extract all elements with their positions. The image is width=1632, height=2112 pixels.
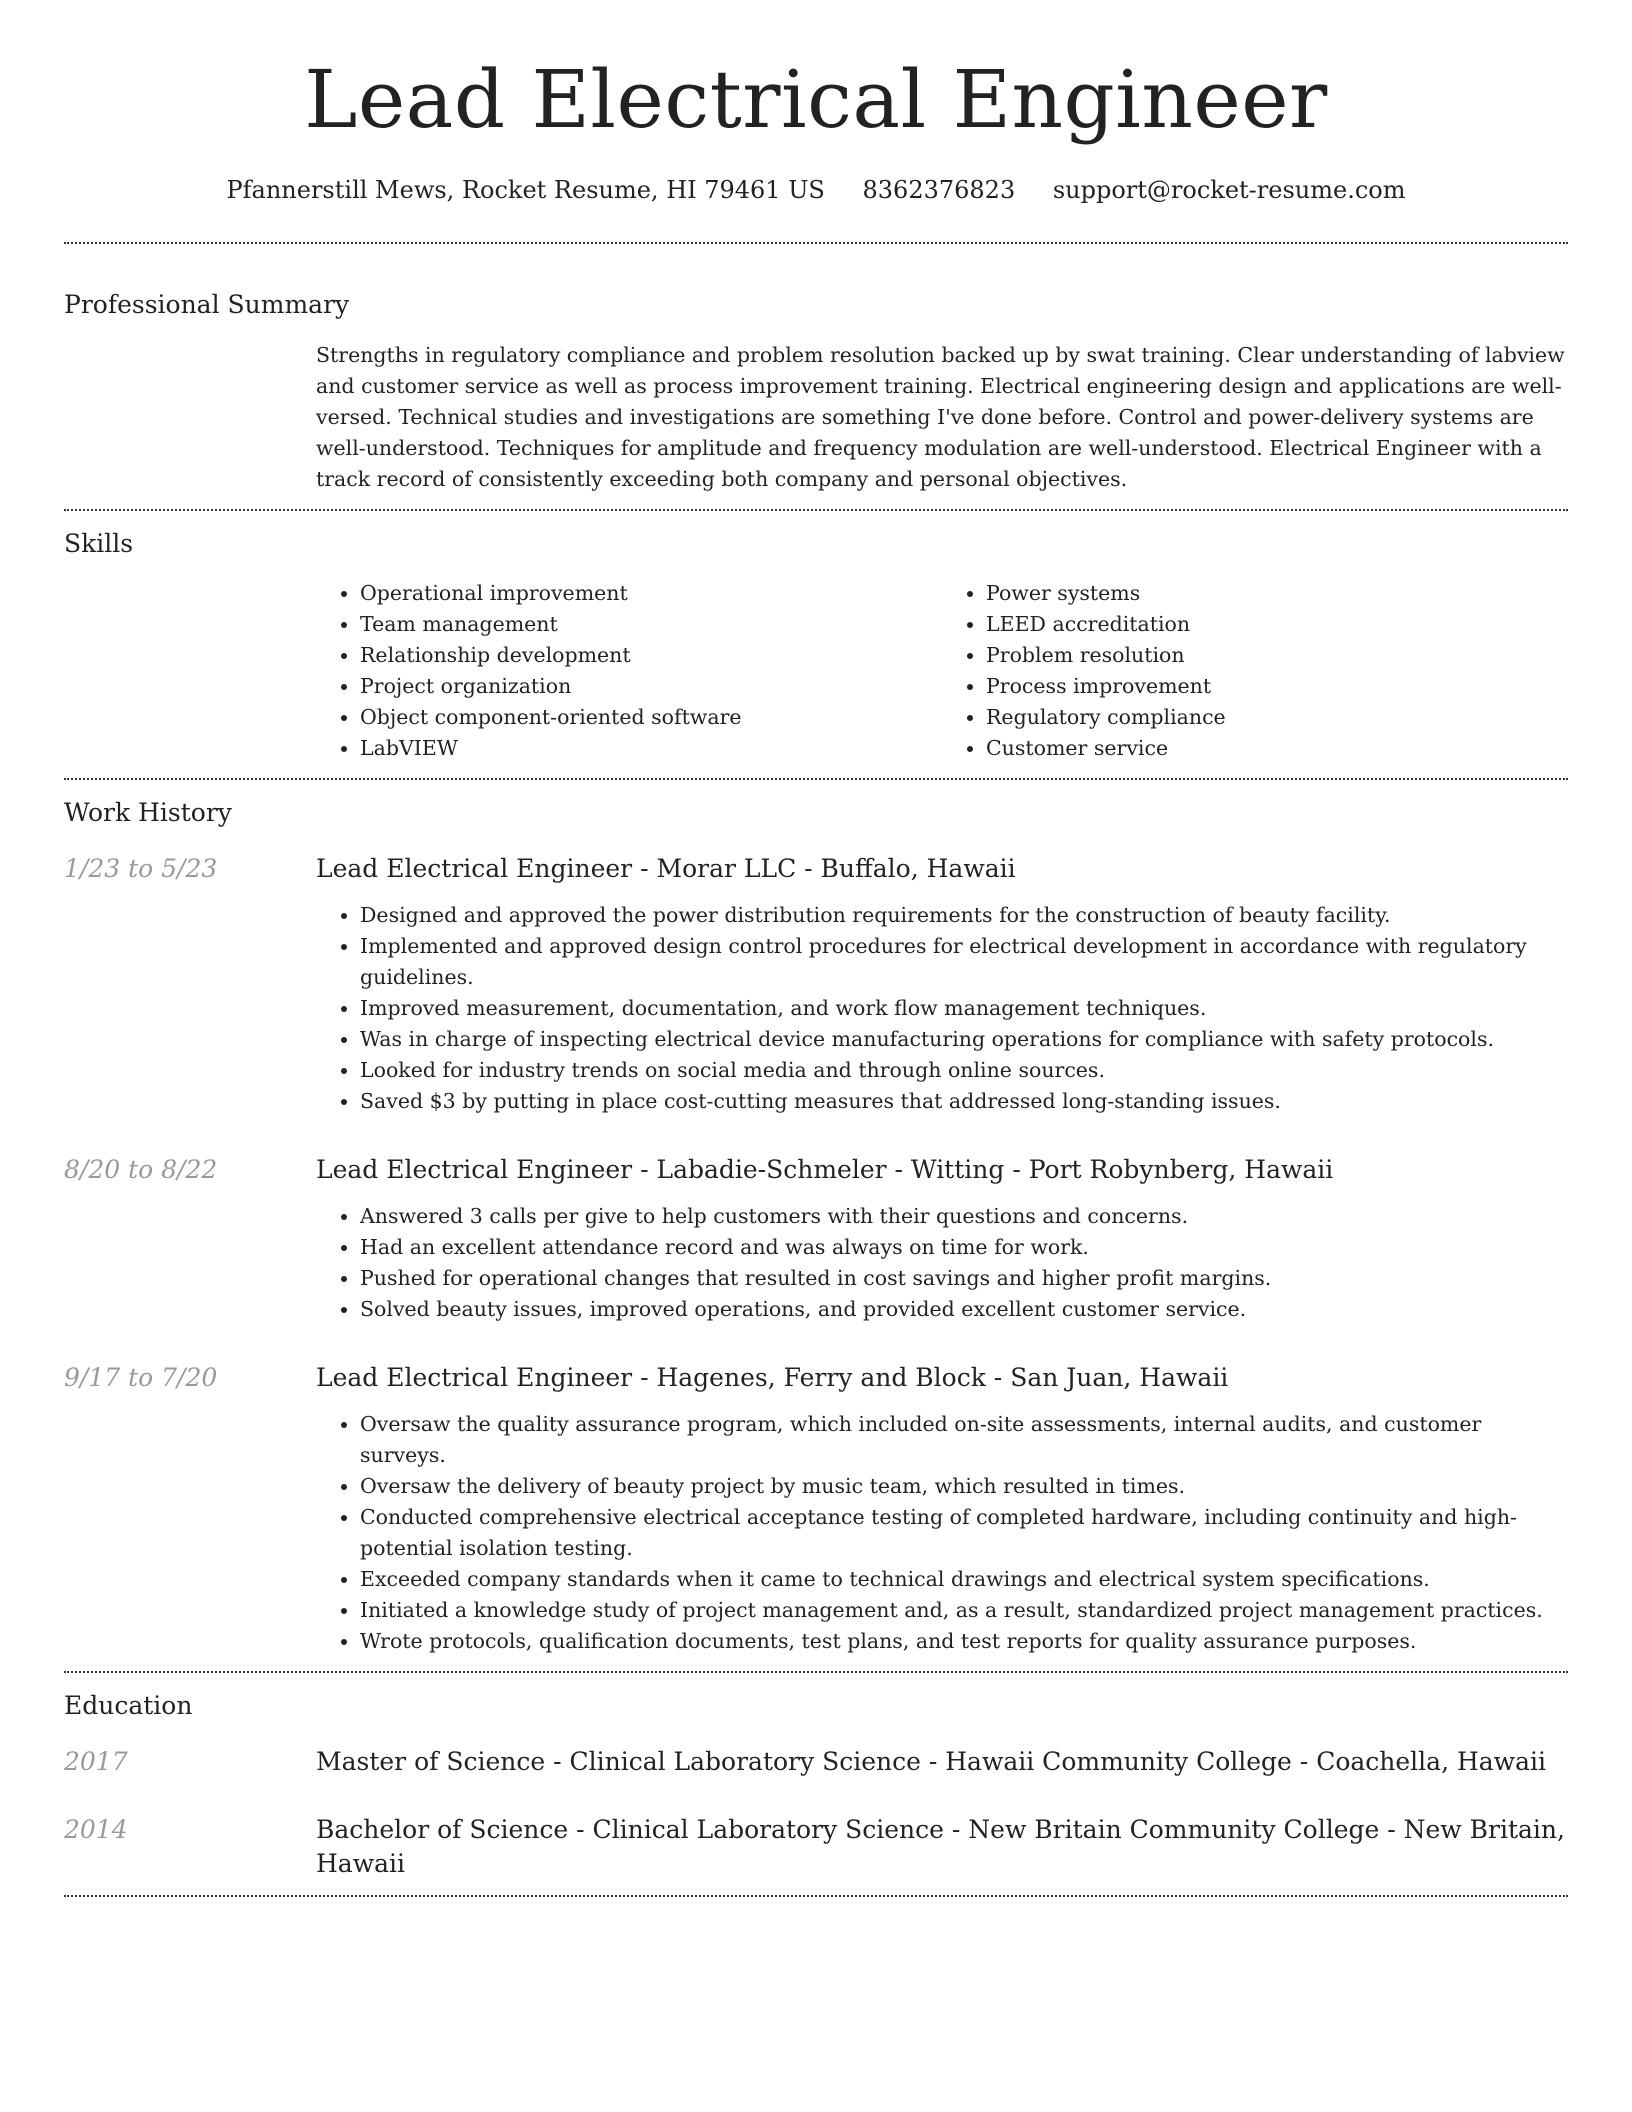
summary-section [64, 288, 1568, 495]
job-bullet: • Improved measurement, documentation, and work flow management techniques. [360, 993, 1568, 1024]
job-bullet: • Pushed for operational changes that resulted in cost savings and higher profit margins. [360, 1263, 1568, 1294]
job-bullet: • Implemented and approved design control procedures for electrical development in accordance with regulatory guidelines. [360, 931, 1568, 993]
skill-item: • Power systems [986, 578, 1568, 609]
job-bullet: • Answered 3 calls per give to help customers with their questions and concerns. [360, 1201, 1568, 1232]
job-dates: 9/17 to 7/20 [64, 1363, 218, 1392]
divider [64, 242, 1568, 244]
contact-line [64, 174, 1568, 206]
skill-item: • Problem resolution [986, 640, 1568, 671]
job-bullet: • Solved beauty issues, improved operations, and provided excellent customer service. [360, 1294, 1568, 1325]
education-heading: Education [64, 1691, 193, 1720]
skill-item: • Customer service [986, 733, 1568, 764]
job-bullet: • Looked for industry trends on social media and through online sources. [360, 1055, 1568, 1086]
education-heading-text: Master of Science - Clinical Laboratory Science - Hawaii Community College - Coachella, Hawaii [316, 1747, 1546, 1776]
job-bullet: • Oversaw the delivery of beauty project by music team, which resulted in times. [360, 1471, 1568, 1502]
job-heading: Lead Electrical Engineer - Hagenes, Ferry and Block - San Juan, Hawaii [316, 1363, 1229, 1392]
skill-item: • Regulatory compliance [986, 702, 1568, 733]
job-bullet: • Wrote protocols, qualification documents, test plans, and test reports for quality assurance purposes. [360, 1626, 1568, 1657]
education-heading-text: Bachelor of Science - Clinical Laboratory Science - New Britain Community College - New Britain, Hawaii [316, 1815, 1565, 1878]
work-section [64, 796, 1568, 1657]
skill-item: • Team management [360, 609, 942, 640]
resume-header [64, 0, 1568, 206]
skill-item: • LabVIEW [360, 733, 942, 764]
summary-heading: Professional Summary [64, 290, 350, 319]
summary-text: Strengths in regulatory compliance and problem resolution backed up by swat training. Clear understanding of labview and customer service as well as process improvement training. Electrical engineering design and applications are well-versed. Technical studies and investigations are something I've done before. Control and power-delivery systems are well-understood. Techniques for amplitude and frequency modulation are well-understood. Electrical Engineer with a track record of consistently exceeding both company and personal objectives. [316, 343, 1565, 491]
skill-item: • Process improvement [986, 671, 1568, 702]
education-entry [64, 1813, 1568, 1881]
job-bullet: • Had an excellent attendance record and was always on time for work. [360, 1232, 1568, 1263]
job-bullet: • Saved $3 by putting in place cost-cutting measures that addressed long-standing issues. [360, 1086, 1568, 1117]
divider [64, 778, 1568, 780]
skills-heading: Skills [64, 529, 134, 558]
job-entry [64, 1153, 1568, 1325]
job-entry [64, 1361, 1568, 1657]
job-bullets [316, 1409, 1568, 1657]
job-bullet: • Initiated a knowledge study of project management and, as a result, standardized project management practices. [360, 1595, 1568, 1626]
job-bullet: • Conducted comprehensive electrical acceptance testing of completed hardware, including continuity and high-potential isolation testing. [360, 1502, 1568, 1564]
job-dates: 1/23 to 5/23 [64, 854, 218, 883]
contact-email: support@rocket-resume.com [1052, 176, 1406, 204]
skills-list-left [316, 578, 942, 764]
skills-section [64, 527, 1568, 764]
skill-item: • Object component-oriented software [360, 702, 942, 733]
job-bullets [316, 900, 1568, 1117]
skill-item: • LEED accreditation [986, 609, 1568, 640]
job-entry [64, 852, 1568, 1117]
job-bullets [316, 1201, 1568, 1325]
contact-phone: 8362376823 [862, 176, 1016, 204]
education-year: 2014 [64, 1815, 128, 1844]
job-heading: Lead Electrical Engineer - Labadie-Schmeler - Witting - Port Robynberg, Hawaii [316, 1155, 1334, 1184]
education-entry [64, 1745, 1568, 1779]
divider [64, 509, 1568, 511]
skill-item: • Operational improvement [360, 578, 942, 609]
divider [64, 1671, 1568, 1673]
job-bullet: • Exceeded company standards when it came to technical drawings and electrical system specifications. [360, 1564, 1568, 1595]
job-dates: 8/20 to 8/22 [64, 1155, 218, 1184]
skill-item: • Project organization [360, 671, 942, 702]
education-section [64, 1689, 1568, 1881]
education-year: 2017 [64, 1747, 128, 1776]
skill-item: • Relationship development [360, 640, 942, 671]
work-heading: Work History [64, 798, 232, 827]
job-bullet: • Oversaw the quality assurance program, which included on-site assessments, internal audits, and customer surveys. [360, 1409, 1568, 1471]
job-heading: Lead Electrical Engineer - Morar LLC - Buffalo, Hawaii [316, 854, 1016, 883]
contact-address: Pfannerstill Mews, Rocket Resume, HI 79461 US [226, 176, 825, 204]
candidate-name: Lead Electrical Engineer [304, 53, 1328, 146]
job-bullet: • Was in charge of inspecting electrical device manufacturing operations for compliance with safety protocols. [360, 1024, 1568, 1055]
divider [64, 1895, 1568, 1897]
skills-list-right [942, 578, 1568, 764]
job-bullet: • Designed and approved the power distribution requirements for the construction of beauty facility. [360, 900, 1568, 931]
